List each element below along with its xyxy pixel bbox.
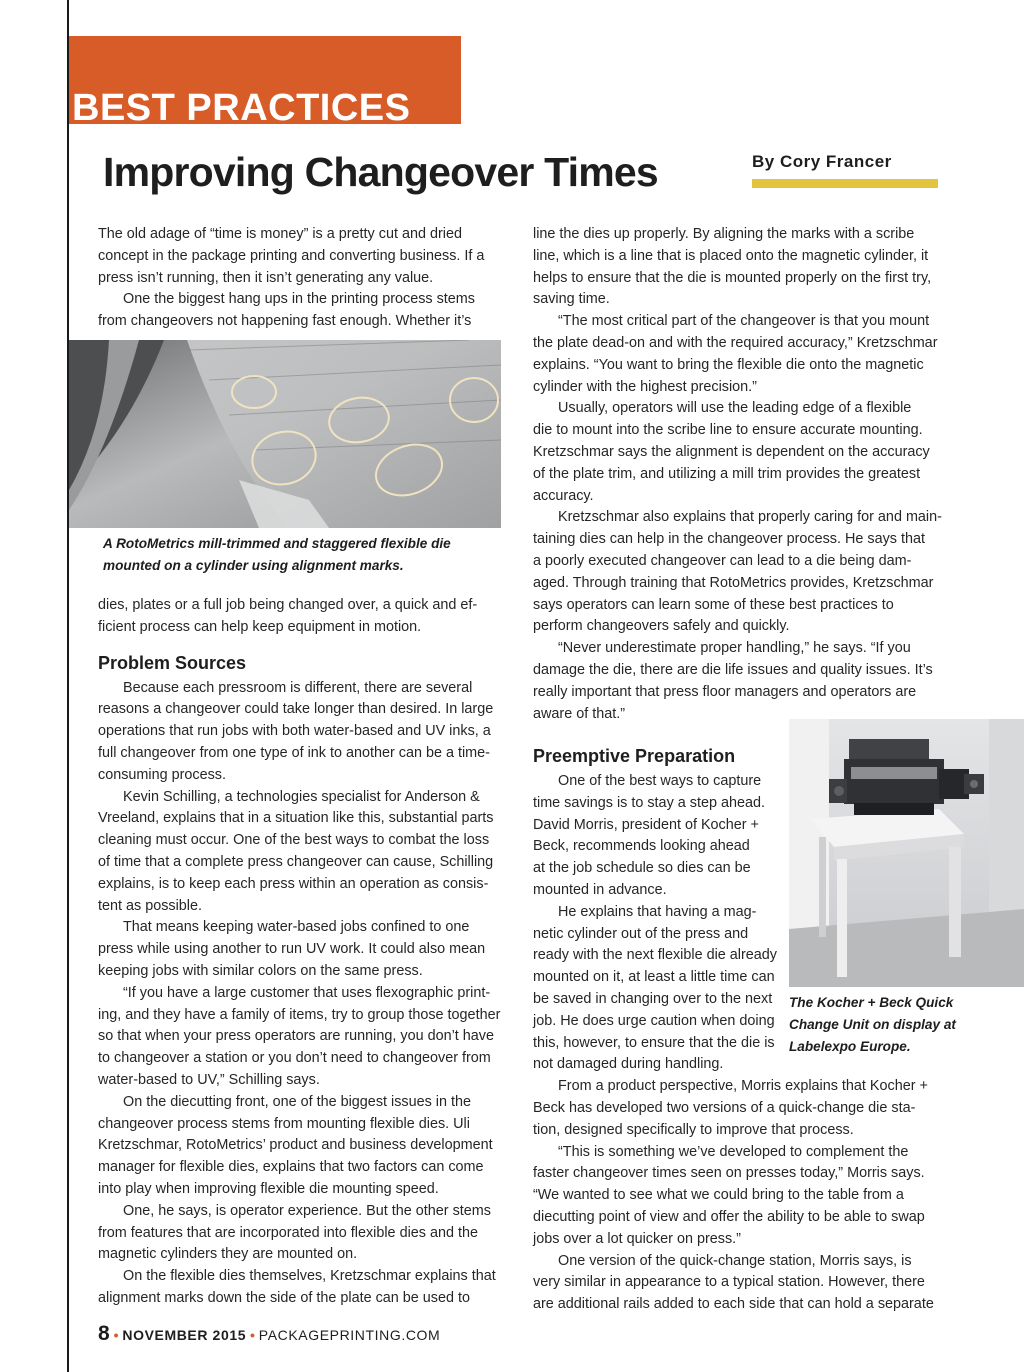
footer-separator: • — [250, 1327, 255, 1343]
text-line: really important that press floor managers and operators are — [533, 683, 917, 700]
text-line: says operators can learn some of these best practices to — [533, 596, 894, 613]
text-line: “If you have a large customer that uses flexographic print- — [123, 984, 491, 1001]
text-line: aware of that.” — [533, 705, 625, 722]
text-line: netic cylinder out of the press and — [533, 925, 749, 942]
text-line: line the dies up properly. By aligning the marks with a scribe — [533, 226, 915, 242]
text-line: Because each pressroom is different, there are several — [123, 679, 473, 696]
text-line: into play when improving flexible die mounting speed. — [98, 1180, 439, 1197]
text-line: perform changeovers safely and quickly. — [533, 618, 790, 635]
caption-line: A RotoMetrics mill-trimmed and staggered flexible die — [103, 536, 451, 551]
text-line: the plate dead-on and with the required accuracy,” Kretzschmar — [533, 334, 938, 351]
left-column-top — [98, 224, 484, 333]
text-line: manager for flexible dies, explains that two factors can come — [98, 1159, 484, 1176]
text-line: “The most critical part of the changeover is that you mount — [558, 313, 930, 330]
text-line: He explains that having a mag- — [558, 903, 757, 920]
text-line: changeover process stems from mounting flexible dies. Uli — [98, 1115, 470, 1132]
footer-separator: • — [113, 1327, 119, 1343]
caption-line: The Kocher + Beck Quick — [789, 995, 954, 1010]
caption-line: Labelexpo Europe. — [789, 1039, 911, 1054]
text-line: magnetic cylinders they are mounted on. — [98, 1246, 358, 1263]
text-line: from features that are incorporated into flexible dies and the — [98, 1224, 478, 1241]
text-line: line, which is a line that is placed onto the magnetic cylinder, it — [533, 247, 929, 264]
text-line: of the plate trim, and utilizing a mill trim provides the greatest — [533, 465, 921, 482]
text-line: Usually, operators will use the leading edge of a flexible — [558, 400, 912, 417]
issue-date: NOVEMBER 2015 — [122, 1327, 247, 1343]
text-line: Vreeland, explains that in a situation like this, substantial parts — [98, 810, 494, 827]
text-line: not damaged during handling. — [533, 1056, 724, 1073]
text-line: Beck has developed two versions of a quick-change die sta- — [533, 1099, 916, 1116]
byline: By Cory Francer — [752, 152, 892, 171]
text-line: mounted in advance. — [533, 881, 667, 898]
text-line: at the job schedule so dies can be — [533, 860, 751, 877]
text-line: press isn’t running, then it isn’t generating any value. — [98, 269, 434, 286]
text-line: taining dies can help in the changeover process. He says that — [533, 531, 925, 548]
text-line: diecutting point of view and offer the ability to be able to swap — [533, 1208, 925, 1225]
text-line: die to mount into the scribe line to ensure accurate mounting. — [533, 422, 923, 439]
text-line: concept in the package printing and converting business. If a — [98, 247, 485, 264]
text-line: One, he says, is operator experience. But the other stems — [123, 1202, 491, 1219]
text-line: so that when your press operators are running, you don’t have — [98, 1028, 494, 1045]
text-line: full changeover from one type of ink to another can be a time- — [98, 744, 490, 761]
text-line: accuracy. — [533, 487, 594, 504]
text-line: David Morris, president of Kocher + — [533, 816, 759, 833]
text-line: Kevin Schilling, a technologies specialist for Anderson & — [123, 788, 480, 805]
text-line: ing, and they have a family of items, try to group those together — [98, 1006, 501, 1023]
text-line: From a product perspective, Morris explains that Kocher + — [558, 1078, 928, 1095]
photo2-caption — [789, 992, 956, 1058]
text-line: damage the die, there are die life issues and quality issues. It’s — [533, 661, 933, 678]
text-line: this, however, to ensure that the die is — [533, 1034, 775, 1051]
text-line: “Never underestimate proper handling,” he says. “If you — [558, 640, 911, 657]
text-line: One of the best ways to capture — [558, 773, 762, 789]
right-column-top — [533, 224, 942, 725]
text-line: “We wanted to see what we could bring to the table from a — [533, 1187, 904, 1204]
byline-underline — [752, 179, 938, 188]
text-line: saving time. — [533, 291, 610, 308]
text-line: ficient process can help keep equipment in motion. — [98, 618, 422, 635]
article-title: Improving Changeover Times — [103, 149, 658, 195]
text-line: ready with the next flexible die already — [533, 947, 777, 964]
quick-change-unit-photo — [789, 719, 1024, 987]
text-line: One version of the quick-change station, Morris says, is — [558, 1252, 912, 1269]
text-line: explains. “You want to bring the flexible die onto the magnetic — [533, 356, 924, 373]
text-line: Kretzschmar says the alignment is dependent on the accuracy — [533, 443, 930, 460]
text-line: dies, plates or a full job being changed over, a quick and ef- — [98, 597, 478, 613]
text-line: Kretzschmar, RotoMetrics’ product and business development — [98, 1137, 493, 1154]
text-line: Kretzschmar also explains that properly caring for and main- — [558, 509, 942, 526]
left-column-main — [98, 595, 500, 1310]
text-line: helps to ensure that the die is mounted properly on the first try, — [533, 269, 932, 286]
text-line: On the diecutting front, one of the biggest issues in the — [123, 1093, 471, 1110]
text-line: from changeovers not happening fast enough. Whether it’s — [98, 313, 472, 330]
text-line: jobs over a lot quicker on press.” — [533, 1230, 741, 1247]
text-line: On the flexible dies themselves, Kretzschmar explains that — [123, 1268, 496, 1285]
section-label: BEST PRACTICES — [72, 87, 411, 129]
text-line: explains, is to keep each press within an operation as consis- — [98, 875, 489, 892]
text-line: operations that run jobs with both water-based and UV inks, a — [98, 723, 491, 740]
text-line: keeping jobs with similar colors on the same press. — [98, 962, 423, 979]
text-line: One the biggest hang ups in the printing process stems — [123, 291, 475, 308]
text-line: cleaning must occur. One of the best ways to combat the loss — [98, 832, 490, 849]
text-line: water-based to UV,” Schilling says. — [98, 1071, 320, 1088]
caption-line: mounted on a cylinder using alignment marks. — [103, 558, 404, 573]
photo1-caption — [103, 533, 451, 577]
text-line: aged. Through training that RotoMetrics provides, Kretzschmar — [533, 574, 934, 591]
text-line: consuming process. — [98, 766, 226, 783]
text-line: a poorly executed changeover can lead to a die being dam- — [533, 552, 912, 569]
text-line: to changeover a station or you don’t need to changeover from — [98, 1050, 491, 1067]
page-footer — [98, 1322, 440, 1347]
text-line: tent as possible. — [98, 897, 202, 914]
text-line: very similar in appearance to a typical station. However, there — [533, 1274, 925, 1291]
caption-line: Change Unit on display at — [789, 1017, 956, 1032]
text-line: mounted on it, at least a little time can — [533, 969, 775, 986]
text-line: “This is something we’ve developed to complement the — [558, 1143, 909, 1160]
page-number: 8 — [98, 1322, 110, 1345]
text-line: The old adage of “time is money” is a pretty cut and dried — [98, 226, 462, 242]
text-line: tion, designed specifically to improve that process. — [533, 1121, 854, 1138]
problem-sources-heading: Problem Sources — [98, 652, 247, 673]
text-line: are additional rails added to each side that can hold a separate — [533, 1296, 934, 1313]
text-line: cylinder with the highest precision.” — [533, 378, 757, 395]
preemptive-preparation-heading: Preemptive Preparation — [533, 746, 736, 766]
text-line: of time that a complete press changeover can cause, Schilling — [98, 853, 494, 870]
website: PACKAGEPRINTING.COM — [258, 1327, 441, 1343]
page-left-rule — [67, 0, 69, 1372]
text-line: time savings is to stay a step ahead. — [533, 794, 765, 811]
text-line: alignment marks down the side of the plate can be used to — [98, 1289, 470, 1306]
text-line: reasons a changeover could take longer than desired. In large — [98, 701, 494, 718]
text-line: press while using another to run UV work. It could also mean — [98, 941, 486, 958]
text-line: job. He does urge caution when doing — [533, 1012, 775, 1029]
die-cylinder-photo — [69, 340, 501, 528]
text-line: be saved in changing over to the next — [533, 990, 773, 1007]
text-line: Beck, recommends looking ahead — [533, 838, 750, 855]
text-line: faster changeover times seen on presses today,” Morris says. — [533, 1165, 925, 1182]
text-line: That means keeping water-based jobs confined to one — [123, 919, 470, 936]
